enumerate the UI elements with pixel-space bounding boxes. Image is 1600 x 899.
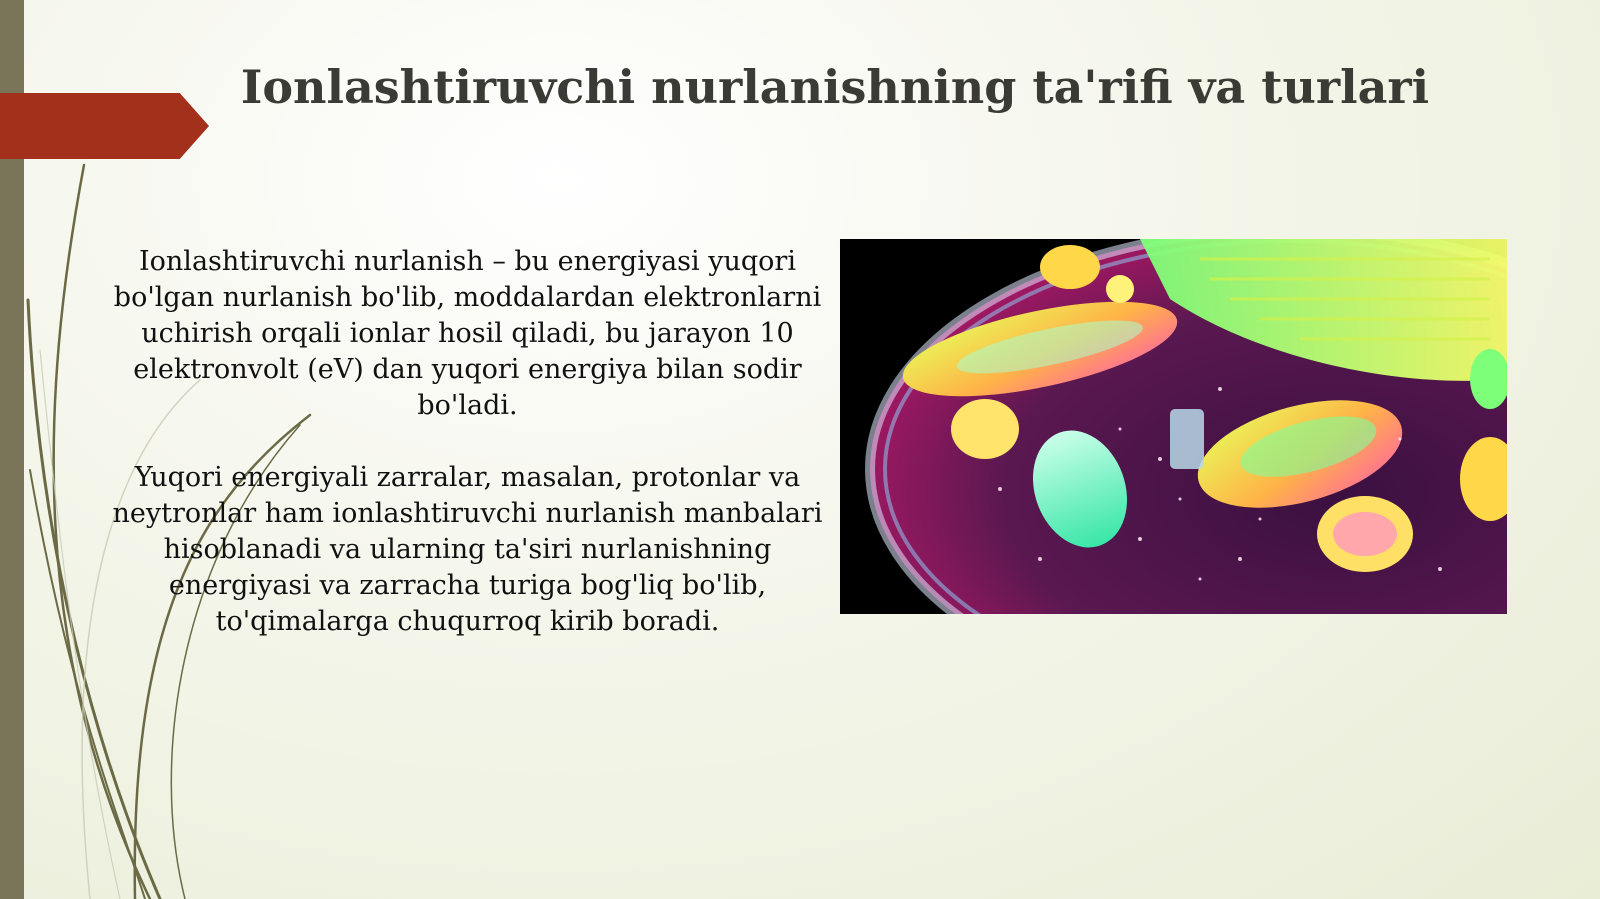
paragraph-particles: Yuqori energiyali zarralar, masalan, protonlar va neytronlar ham ionlashtiruvchi nurlanish manbalari hisoblanadi va ularning ta'siri nurlanishning energiyasi va zarracha turiga bog'liq bo'lib, to'qimalarga chuqurroq kirib boradi. [112,462,823,637]
arrow-accent-shape [0,93,209,159]
slide-title: Ionlashtiruvchi nurlanishning ta'rifi va turlari [240,60,1430,114]
body-text [110,244,825,640]
cell-illustration-art [840,239,1507,614]
paragraph-definition: Ionlashtiruvchi nurlanish – bu energiyasi yuqori bo'lgan nurlanish bo'lib, moddalardan elektronlarni uchirish orqali ionlar hosil qiladi, bu jarayon 10 elektronvolt (eV) dan yuqori energiya bilan sodir bo'ladi. [113,246,822,421]
cell-illustration-image [840,239,1507,614]
